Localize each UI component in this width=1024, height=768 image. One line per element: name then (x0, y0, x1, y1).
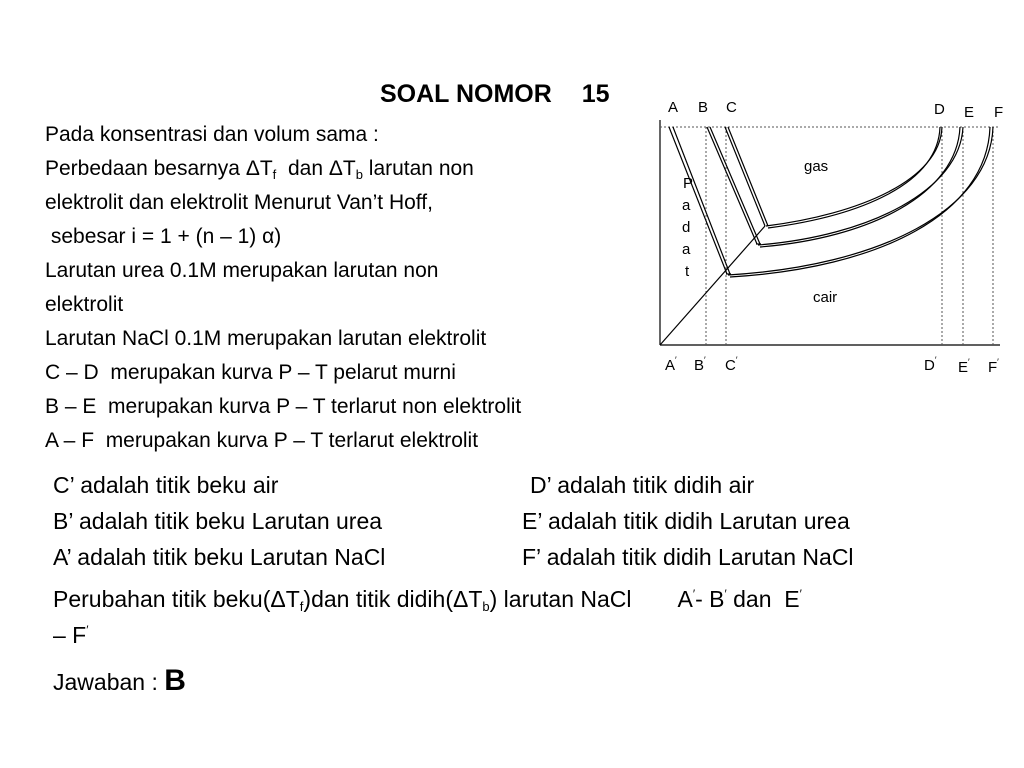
temperature-guides (706, 127, 993, 345)
summary-line: Perubahan titik $beku(\Delta T_f)dan$ titik $didih(\Delta T_b)$ larutan NaCl A′- B′ dan E′ (53, 586, 802, 614)
top-label-a: A (668, 99, 679, 116)
top-label-c: C (726, 99, 737, 116)
point-f-prime: F’ adalah titik didih Larutan NaCl (522, 544, 854, 570)
point-b-prime: B’ adalah titik beku Larutan urea (53, 508, 383, 534)
sublimation-curve (660, 226, 765, 345)
bottom-label-e: E′ (958, 357, 970, 376)
point-d-prime: D’ adalah titik didih air (530, 472, 755, 498)
text-line-4: sebesar i = 1 + (n – 1) α) (45, 225, 282, 248)
region-cair-label: cair (813, 289, 838, 306)
point-c-prime: C’ adalah titik beku air (53, 472, 279, 498)
text-line-7: Larutan NaCl 0.1M merupakan larutan elektrolit (45, 327, 487, 350)
text-line-1: Pada konsentrasi dan volum sama : (45, 123, 379, 146)
text-line-6: elektrolit (45, 293, 124, 316)
summary-line-2: – F′ (53, 622, 89, 648)
top-label-f: F (994, 104, 1004, 121)
svg-text:d: d (682, 219, 691, 236)
answer: Jawaban : B (53, 664, 186, 697)
region-padat-label (682, 175, 693, 280)
answer-value: B (164, 664, 186, 697)
vaporization-curves (728, 127, 993, 277)
text-line-3: elektrolit dan elektrolit Menurut Van’t Hoff, (45, 191, 433, 214)
bottom-label-a: A′ (665, 355, 677, 374)
triple-point-links (726, 244, 761, 274)
bottom-label-c: C′ (725, 355, 738, 374)
title-label: SOAL NOMOR (380, 80, 552, 108)
top-label-e: E (964, 104, 975, 121)
bottom-label-f: F′ (988, 357, 999, 376)
text-line-8: C – D merupakan kurva P – T pelarut murni (45, 361, 456, 384)
page-title (380, 80, 610, 109)
point-e-prime: E’ adalah titik didih Larutan urea (522, 508, 850, 534)
text-line-delta: Perbedaan besarnya $\Delta T_f$ dan $\Delta T_b$ larutan non (45, 157, 474, 182)
region-gas-label: gas (804, 158, 829, 175)
svg-text:t: t (685, 263, 690, 280)
text-line-5: Larutan urea 0.1M merupakan larutan non (45, 259, 439, 282)
point-a-prime: A’ adalah titik beku Larutan NaCl (53, 544, 386, 570)
bottom-label-d: D′ (924, 355, 937, 374)
bottom-labels (665, 355, 999, 376)
text-line-10: A – F merupakan kurva P – T terlarut elektrolit (45, 429, 479, 452)
text-line-9: B – E merupakan kurva P – T terlarut non elektrolit (45, 395, 522, 418)
svg-text:a: a (682, 241, 691, 258)
phase-diagram (640, 90, 1020, 390)
svg-text:a: a (682, 197, 691, 214)
top-label-d: D (934, 101, 945, 118)
bottom-label-b: B′ (694, 355, 706, 374)
top-label-b: B (698, 99, 709, 116)
svg-text:P: P (683, 175, 694, 192)
title-number: 15 (581, 80, 610, 108)
